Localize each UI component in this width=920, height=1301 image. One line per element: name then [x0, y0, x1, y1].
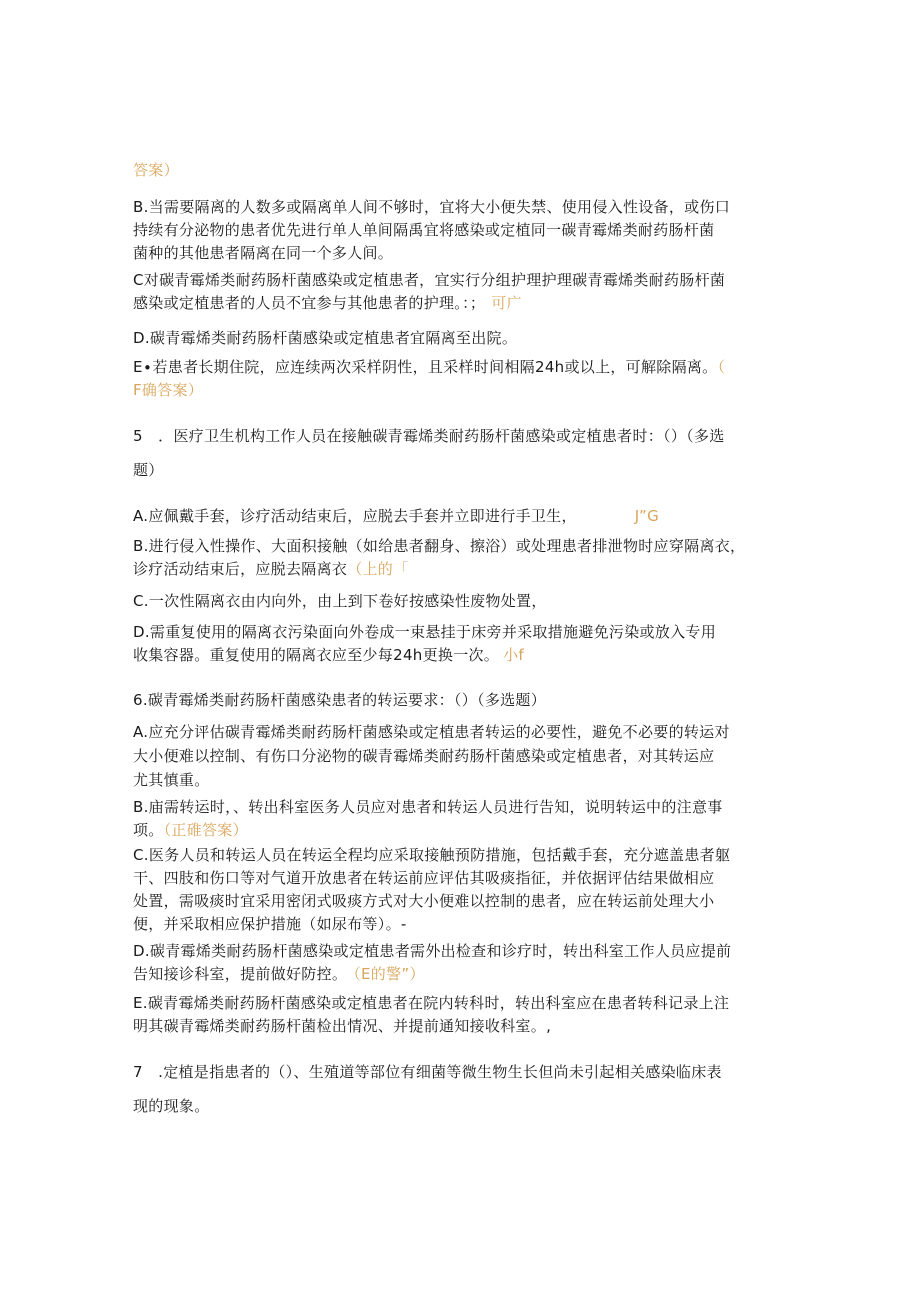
q5-option-c: C.一次性隔离衣由内向外，由上到下卷好按感染性废物处置，	[133, 592, 547, 610]
q5-option-d-mark: 小f	[503, 646, 524, 664]
q4-option-c-line2	[133, 293, 522, 313]
q4-option-e-line1	[133, 357, 725, 377]
q6-option-a-line3: 尤其慎重。	[133, 771, 210, 789]
q4-option-e-answer: F确答案）	[133, 381, 204, 399]
q6-option-d-line2	[133, 964, 425, 984]
q6-option-a-line2: 大小便难以控制、有伤口分泌物的碳青霉烯类耐药肠杆菌感染或定植患者，对其转运应	[133, 747, 715, 765]
q4-option-c-line1: C对碳青霉烯类耐药肠杆菌感染或定植患者，宜实行分组护理护理碳青霉烯类耐药肠杆菌	[133, 271, 726, 289]
q6-option-d-mark: （E的警”）	[353, 965, 425, 983]
q5-title-line2: 题）	[133, 461, 164, 479]
q6-option-e-line1: E.碳青霉烯类耐药肠杆菌感染或定植患者在院内转科时，转出科室应在患者转科记录上注	[133, 994, 730, 1012]
q5-option-b-text: 诊疗活动结束后，应脱去隔离衣	[133, 560, 348, 578]
q6-option-b-mark: （正碓答案）	[163, 821, 248, 839]
q4-option-d: D.碳青霉烯类耐药肠杆菌感染或定植患者宜隔离至出院。	[133, 329, 518, 347]
q7-title-line2: 现的现象。	[133, 1097, 210, 1115]
q5-option-d-text: 收集容器。重复使用的隔离衣应至少每24h更换一次。	[133, 646, 500, 664]
q5-option-d-line2	[133, 645, 524, 665]
q6-option-d-line1: D.碳青霉烯类耐药肠杆菌感染或定植患者需外出检查和诊疗时，转出科室工作人员应提前	[133, 942, 732, 960]
q7-title-line1: 7 .定植是指患者的（）、生殖道等部位有细菌等微生物生长但尚未引起相关感染临床表	[133, 1063, 722, 1081]
q5-option-a-mark: J”G	[634, 507, 660, 525]
prev-answer-mark: 答案）	[133, 161, 179, 179]
q5-option-b-line1: B.进行侵入性操作、大面积接触（如给患者翻身、擦浴）或处理患者排泄物时应穿隔离衣，	[133, 537, 746, 555]
q4-option-e-mark: （	[717, 358, 726, 376]
q6-title: 6.碳青霉烯类耐药肠杆菌感染患者的转运要求：（）（多选题）	[133, 691, 547, 709]
q6-option-c-line4: 便，并采取相应保护措施（如尿布等）。-	[133, 915, 407, 933]
q4-option-c-text: 感染或定植患者的人员不宜参与其他患者的护理。：；	[133, 294, 486, 312]
q4-option-b-line2: 持续有分泌物的患者优先进行单人单间隔禹宜将感染或定植同一碳青霉烯类耐药肠杆菌	[133, 221, 715, 239]
q4-option-b-line3: 菌种的其他患者隔离在同一个多人间。	[133, 244, 394, 262]
q4-option-e-text: E∙若患者长期住院，应连续两次采样阴性，且采样时间相隔24h或以上，可解除隔离。	[133, 358, 718, 376]
q6-option-c-line2: 干、四肢和伤口等对气道开放患者在转运前应评估其吸痰指征，并依据评估结果做相应	[133, 869, 715, 887]
q6-option-d-text: 告知接诊科室，提前做好防控。	[133, 965, 348, 983]
q6-option-b-line1: B.庙需转运时，、转出科室医务人员应对患者和转运人员进行告知，说明转运中的注意事	[133, 798, 723, 816]
q5-option-a-text: A.应佩戴手套，诊疗活动结束后，应脱去手套并立即进行手卫生，	[133, 507, 577, 525]
q4-option-b-line1: B.当需要隔离的人数多或隔离单人间不够时，宜将大小便失禁、使用侵入性设备，或伤口	[133, 198, 731, 216]
q5-option-b-mark: （上的「	[347, 560, 409, 578]
q5-option-d-line1: D.需重复使用的隔离衣污染面向外卷成一束悬挂于床旁并采取措施避免污染或放入专用	[133, 623, 717, 641]
q5-title-line1: 5 ．医疗卫生机构工作人员在接触碳青霉烯类耐药肠杆菌感染或定植患者时：（）（多选	[133, 427, 725, 445]
q5-option-a	[133, 506, 659, 526]
q6-option-c-line1: C.医务人员和转运人员在转运全程均应采取接触预防措施，包括戴手套，充分遮盖患者躯	[133, 846, 731, 864]
q6-option-a-line1: A.应充分评估碳青霉烯类耐药肠杆菌感染或定植患者转运的必要性，避免不必要的转运对	[133, 723, 730, 741]
q4-option-c-mark: 可广	[491, 294, 522, 312]
q6-option-e-line2: 明其碳青霉烯类耐药肠杆菌检出情况、并提前通知接收科室。,	[133, 1017, 552, 1035]
q6-option-b-line2	[133, 820, 248, 840]
q6-option-c-line3: 处置，需吸痰时宜采用密闭式吸痰方式对大小便难以控制的患者，应在转运前处理大小	[133, 892, 715, 910]
q5-option-b-line2	[133, 559, 408, 579]
q6-option-b-text: 项。	[133, 821, 164, 839]
